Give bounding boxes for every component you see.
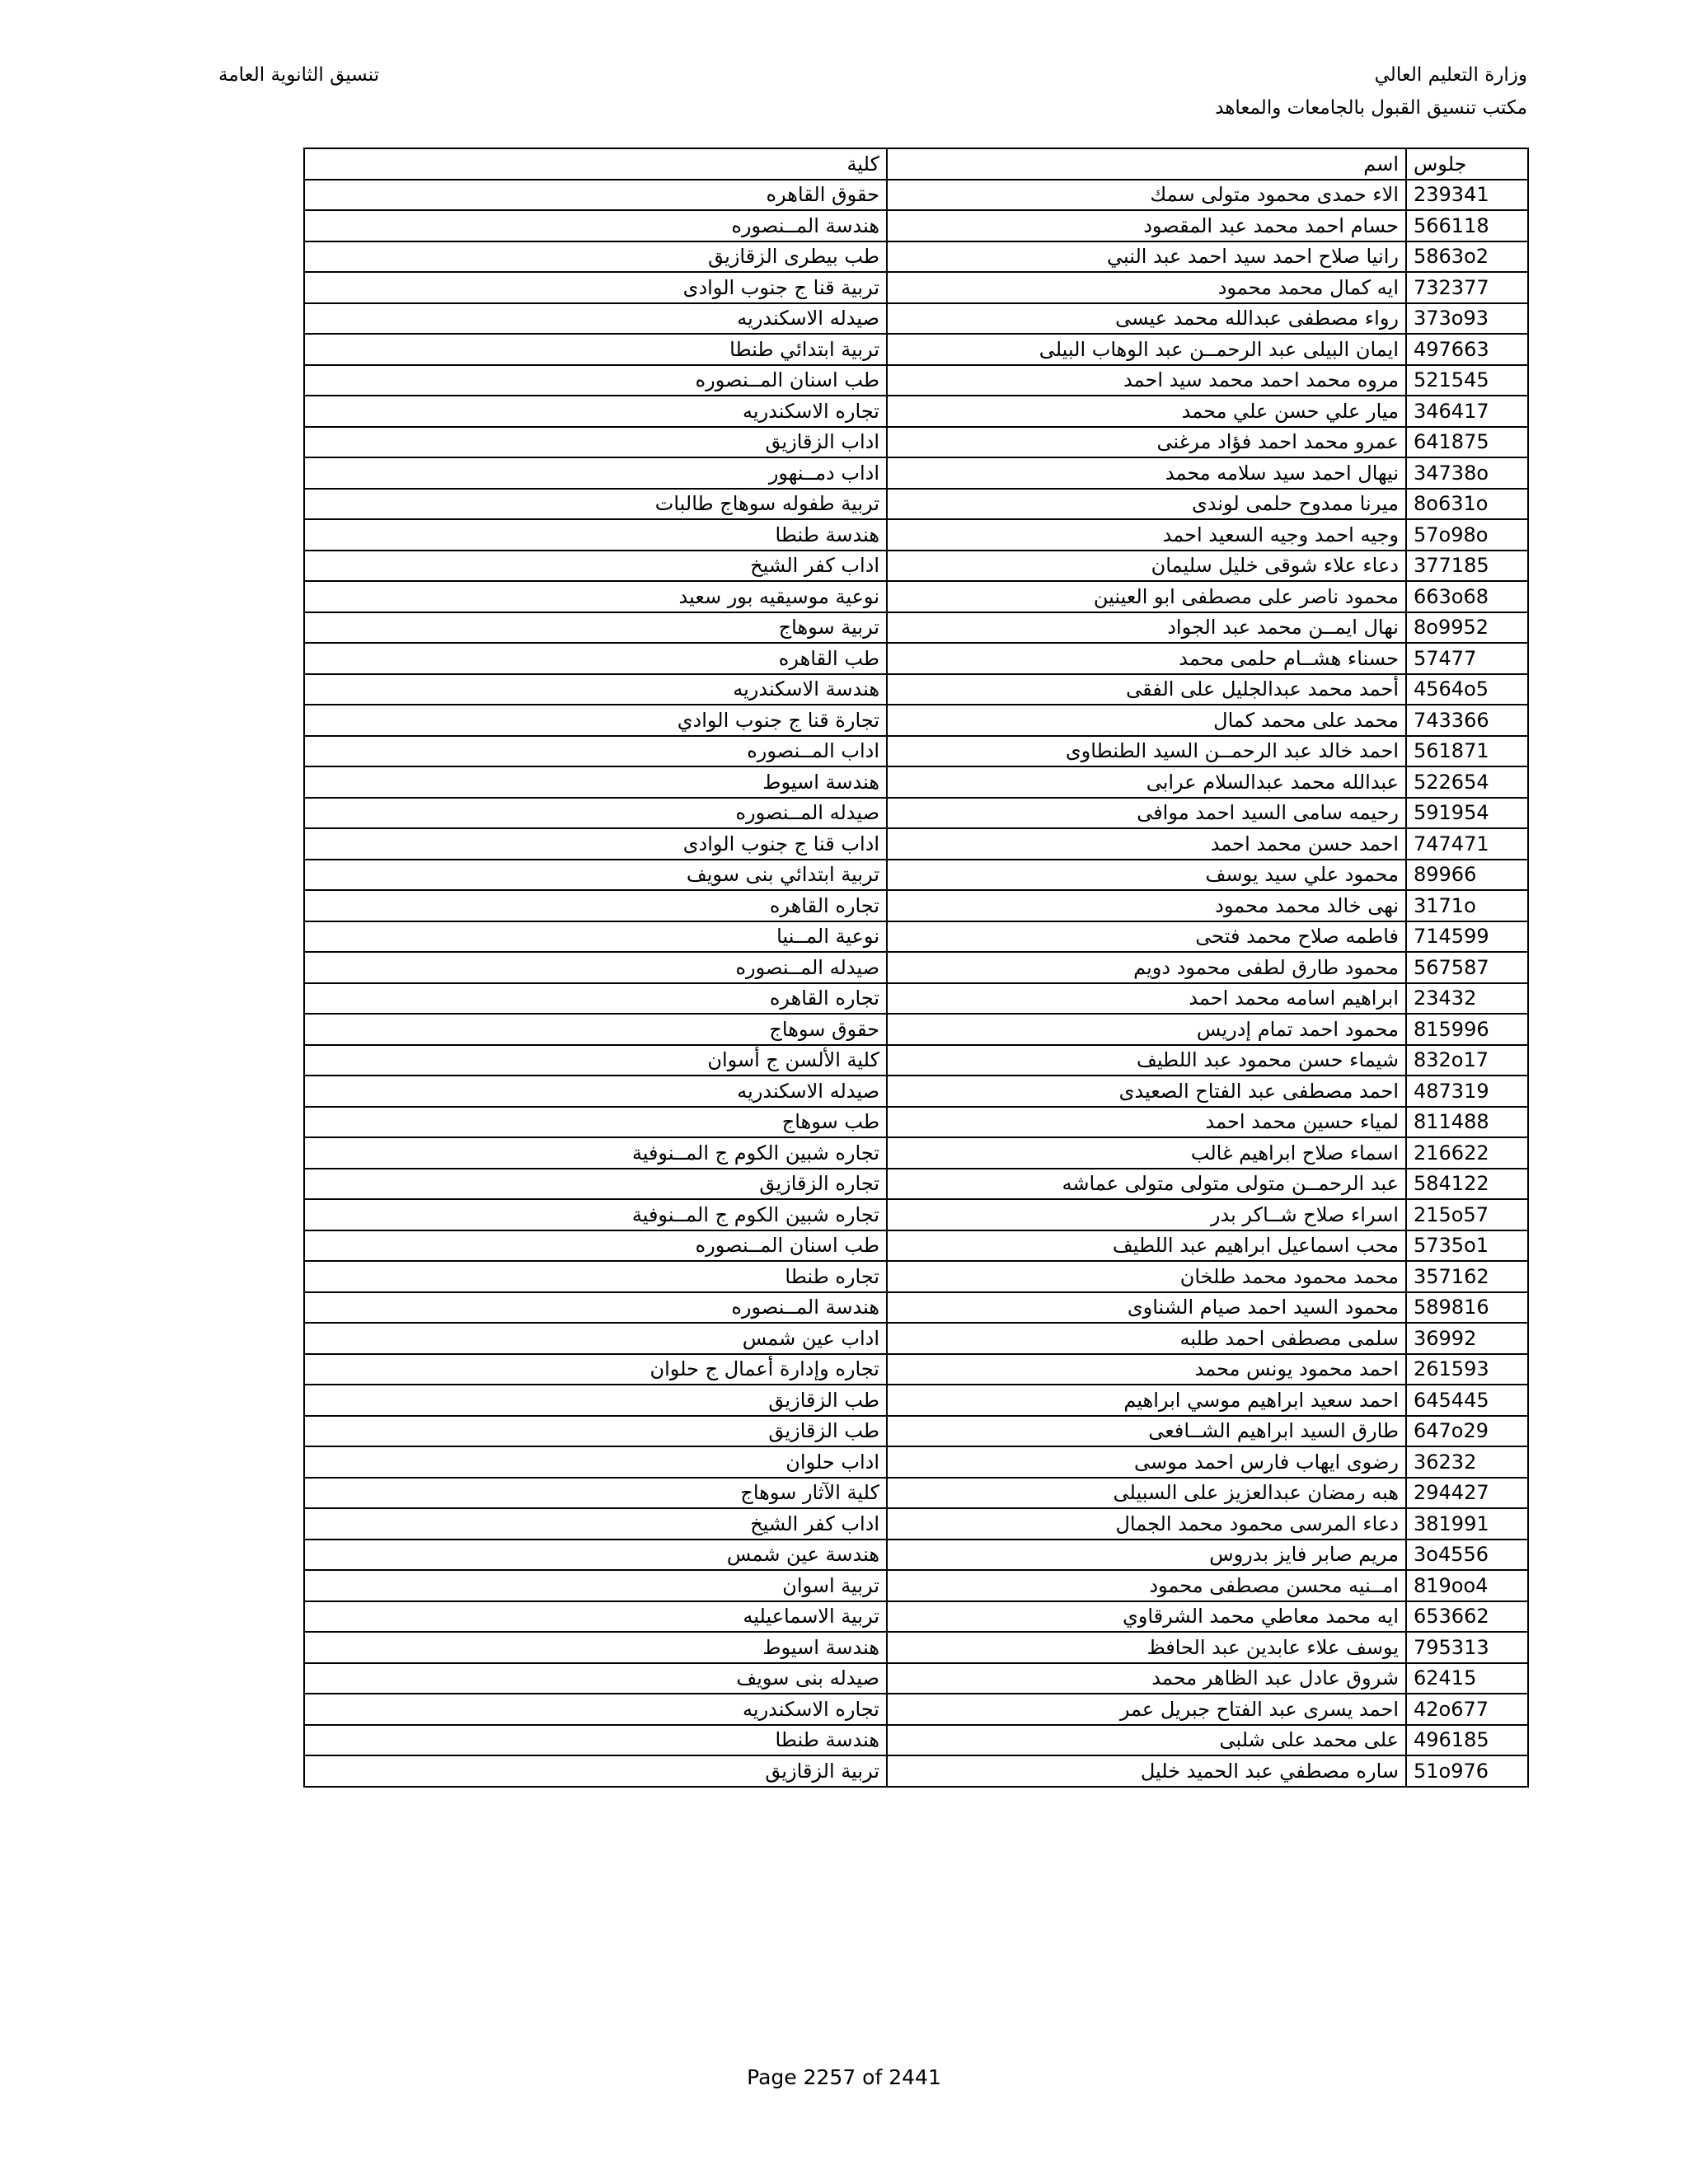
office-title: مكتب تنسيق القبول بالجامعات والمعاهد [1215,97,1527,119]
name-cell: ميار علي حسن علي محمد [887,396,1406,427]
table-body [304,180,1528,1787]
table-row [304,427,1528,458]
college-cell: كلية الآثار سوهاج [304,1478,887,1509]
name-cell: شروق عادل عبد الظاهر محمد [887,1663,1406,1694]
seat-cell: 714599 [1406,921,1528,953]
college-cell: تجاره طنطا [304,1261,887,1292]
name-cell: ساره مصطفي عبد الحميد خليل [887,1755,1406,1787]
college-cell: اداب عين شمس [304,1323,887,1354]
college-cell: تجاره شبين الكوم ج المــنوفية [304,1137,887,1169]
seat-cell: 795313 [1406,1632,1528,1663]
table-row [304,1014,1528,1045]
name-cell: محمود السيد احمد صيام الشناوى [887,1292,1406,1324]
college-cell: تربية قنا ج جنوب الوادى [304,272,887,303]
seat-cell: 239341 [1406,180,1528,211]
seat-cell: 216622 [1406,1137,1528,1169]
college-cell: حقوق سوهاج [304,1014,887,1045]
name-cell: دعاء علاء شوقى خليل سليمان [887,551,1406,582]
college-cell: تجاره القاهره [304,983,887,1015]
seat-cell: 732377 [1406,272,1528,303]
seat-cell: 8o631o [1406,489,1528,520]
table-row [304,1508,1528,1540]
name-cell: ايمان البيلى عبد الرحمــن عبد الوهاب البيلى [887,334,1406,365]
college-cell: صيدله المــنصوره [304,952,887,983]
college-column-header: كلية [304,148,887,180]
college-cell: هندسة طنطا [304,519,887,551]
college-cell: تربية طفوله سوهاج طالبات [304,489,887,520]
college-cell: هندسة اسيوط [304,1632,887,1663]
college-cell: اداب كفر الشيخ [304,1508,887,1540]
coordination-title: تنسيق الثانوية العامة [218,64,380,86]
table-row [304,1694,1528,1725]
seat-cell: 497663 [1406,334,1528,365]
seat-cell: 487319 [1406,1076,1528,1107]
college-cell: صيدله الاسكندريه [304,303,887,335]
seat-cell: 89966 [1406,860,1528,891]
name-cell: نهى خالد محمد محمود [887,890,1406,921]
name-cell: يوسف علاء عابدين عبد الحافظ [887,1632,1406,1663]
seat-cell: 373o93 [1406,303,1528,335]
seat-cell: 346417 [1406,396,1528,427]
college-cell: هندسة طنطا [304,1725,887,1756]
table-row [304,1354,1528,1385]
name-cell: سلمى مصطفى احمد طلبه [887,1323,1406,1354]
seat-cell: 8o9952 [1406,612,1528,644]
seat-cell: 34738o [1406,457,1528,489]
table-row [304,798,1528,829]
table-row [304,612,1528,644]
college-cell: تجاره الزقازيق [304,1169,887,1200]
seat-cell: 645445 [1406,1385,1528,1416]
name-cell: ميرنا ممدوح حلمى لوندى [887,489,1406,520]
name-cell: شيماء حسن محمود عبد اللطيف [887,1045,1406,1076]
name-cell: الاء حمدى محمود متولى سمك [887,180,1406,211]
college-cell: نوعية موسيقيه بور سعيد [304,581,887,612]
name-cell: احمد محمود يونس محمد [887,1354,1406,1385]
college-cell: تربية سوهاج [304,612,887,644]
name-cell: احمد حسن محمد احمد [887,828,1406,860]
seat-cell: 663o68 [1406,581,1528,612]
table-row [304,1663,1528,1694]
college-cell: حقوق القاهره [304,180,887,211]
name-cell: نهال ايمــن محمد عبد الجواد [887,612,1406,644]
table-row [304,705,1528,736]
college-cell: اداب الزقازيق [304,427,887,458]
seat-cell: 811488 [1406,1107,1528,1138]
college-cell: تجاره الاسكندريه [304,1694,887,1725]
table-row [304,303,1528,335]
table-row [304,489,1528,520]
name-column-header: اسم [887,148,1406,180]
seat-cell: 743366 [1406,705,1528,736]
name-cell: لمياء حسين محمد احمد [887,1107,1406,1138]
college-cell: طب سوهاج [304,1107,887,1138]
seat-cell: 261593 [1406,1354,1528,1385]
name-cell: مريم صابر فايز بدروس [887,1540,1406,1571]
name-cell: احمد خالد عبد الرحمــن السيد الطنطاوى [887,736,1406,767]
name-cell: ابراهيم اسامه محمد احمد [887,983,1406,1015]
table-row [304,210,1528,241]
college-cell: تجاره القاهره [304,890,887,921]
seat-cell: 561871 [1406,736,1528,767]
college-cell: صيدله المــنصوره [304,798,887,829]
seat-cell: 521545 [1406,365,1528,396]
name-cell: نيهال احمد سيد سلامه محمد [887,457,1406,489]
table-row [304,890,1528,921]
name-cell: احمد سعيد ابراهيم موسي ابراهيم [887,1385,1406,1416]
table-row [304,1199,1528,1230]
table-row [304,1755,1528,1787]
table-row [304,1601,1528,1633]
name-cell: على محمد على شلبى [887,1725,1406,1756]
table-row [304,1292,1528,1324]
seat-cell: 23432 [1406,983,1528,1015]
college-cell: هندسة المــنصوره [304,1292,887,1324]
name-cell: محمد على محمد كمال [887,705,1406,736]
seat-cell: 294427 [1406,1478,1528,1509]
table-row [304,1725,1528,1756]
seat-cell: 377185 [1406,551,1528,582]
college-cell: تجاره شبين الكوم ج المــنوفية [304,1199,887,1230]
name-cell: محمود احمد تمام إدريس [887,1014,1406,1045]
seat-cell: 57o98o [1406,519,1528,551]
table-row [304,736,1528,767]
name-cell: أحمد محمد عبدالجليل على الفقى [887,674,1406,705]
college-cell: تجاره وإدارة أعمال ج حلوان [304,1354,887,1385]
seat-column-header: جلوس [1406,148,1528,180]
seat-cell: 641875 [1406,427,1528,458]
name-cell: رواء مصطفى عبدالله محمد عيسى [887,303,1406,335]
table-row [304,952,1528,983]
table-row [304,1632,1528,1663]
name-cell: عبد الرحمــن متولى متولى متولى عماشه [887,1169,1406,1200]
name-cell: محمود علي سيد يوسف [887,860,1406,891]
name-cell: اسماء صلاح ابراهيم غالب [887,1137,1406,1169]
college-cell: طب الزقازيق [304,1385,887,1416]
table-row [304,180,1528,211]
seat-cell: 566118 [1406,210,1528,241]
seat-cell: 591954 [1406,798,1528,829]
seat-cell: 496185 [1406,1725,1528,1756]
table-row [304,1323,1528,1354]
college-cell: تربية ابتدائي بنى سويف [304,860,887,891]
college-cell: اداب دمــنهور [304,457,887,489]
name-cell: وجيه احمد وجيه السعيد احمد [887,519,1406,551]
seat-cell: 567587 [1406,952,1528,983]
table-row [304,1261,1528,1292]
table-row [304,766,1528,798]
table-row [304,396,1528,427]
college-cell: هندسة المــنصوره [304,210,887,241]
name-cell: حسام احمد محمد عبد المقصود [887,210,1406,241]
table-row [304,1137,1528,1169]
seat-cell: 4564o5 [1406,674,1528,705]
seat-cell: 57477 [1406,643,1528,674]
seat-cell: 589816 [1406,1292,1528,1324]
seat-cell: 5735o1 [1406,1230,1528,1262]
table-row [304,1416,1528,1447]
college-cell: كلية الألسن ج أسوان [304,1045,887,1076]
table-row [304,1107,1528,1138]
college-cell: طب اسنان المــنصوره [304,365,887,396]
name-cell: محب اسماعيل ابراهيم عبد اللطيف [887,1230,1406,1262]
seat-cell: 815996 [1406,1014,1528,1045]
college-cell: طب بيطرى الزقازيق [304,241,887,273]
seat-cell: 62415 [1406,1663,1528,1694]
college-cell: طب القاهره [304,643,887,674]
table-row [304,921,1528,953]
table-row [304,1540,1528,1571]
table-row [304,1169,1528,1200]
seat-cell: 215o57 [1406,1199,1528,1230]
table-row [304,457,1528,489]
name-cell: ايه محمد معاطي محمد الشرقاوي [887,1601,1406,1633]
seat-cell: 51o976 [1406,1755,1528,1787]
seat-cell: 832o17 [1406,1045,1528,1076]
name-cell: فاطمه صلاح محمد فتحى [887,921,1406,953]
ministry-title: وزارة التعليم العالي [1374,64,1527,86]
college-cell: طب اسنان المــنصوره [304,1230,887,1262]
table-row [304,1570,1528,1601]
name-cell: عمرو محمد احمد فؤاد مرغنى [887,427,1406,458]
seat-cell: 36992 [1406,1323,1528,1354]
college-cell: هندسة اسيوط [304,766,887,798]
name-cell: مروه محمد احمد محمد سيد احمد [887,365,1406,396]
college-cell: هندسة الاسكندريه [304,674,887,705]
table-row [304,334,1528,365]
name-cell: محمود ناصر على مصطفى ابو العينين [887,581,1406,612]
college-cell: تربية الاسماعيليه [304,1601,887,1633]
name-cell: حسناء هشــام حلمى محمد [887,643,1406,674]
table-row [304,272,1528,303]
seat-cell: 357162 [1406,1261,1528,1292]
table-row [304,828,1528,860]
seat-cell: 747471 [1406,828,1528,860]
seat-cell: 584122 [1406,1169,1528,1200]
college-cell: اداب حلوان [304,1446,887,1478]
college-cell: تجارة قنا ج جنوب الوادي [304,705,887,736]
table-row [304,860,1528,891]
table-row [304,1446,1528,1478]
seat-cell: 381991 [1406,1508,1528,1540]
table-row [304,1045,1528,1076]
name-cell: دعاء المرسى محمود محمد الجمال [887,1508,1406,1540]
college-cell: صيدله الاسكندريه [304,1076,887,1107]
seat-cell: 653662 [1406,1601,1528,1633]
college-cell: نوعية المــنيا [304,921,887,953]
name-cell: رانيا صلاح احمد سيد احمد عبد النبي [887,241,1406,273]
college-cell: تجاره الاسكندريه [304,396,887,427]
table-row [304,674,1528,705]
page-number: Page 2257 of 2441 [747,2065,941,2089]
name-cell: امــنيه محسن مصطفى محمود [887,1570,1406,1601]
college-cell: تربية ابتدائي طنطا [304,334,887,365]
seat-cell: 42o677 [1406,1694,1528,1725]
table-row [304,1478,1528,1509]
college-cell: هندسة عين شمس [304,1540,887,1571]
table-row [304,241,1528,273]
name-cell: احمد يسرى عبد الفتاح جبريل عمر [887,1694,1406,1725]
name-cell: رحيمه سامى السيد احمد موافى [887,798,1406,829]
table-row [304,1230,1528,1262]
seat-cell: 5863o2 [1406,241,1528,273]
name-cell: اسراء صلاح شــاكر بدر [887,1199,1406,1230]
seat-cell: 647o29 [1406,1416,1528,1447]
name-cell: محمود طارق لطفى محمود دويم [887,952,1406,983]
seat-cell: 522654 [1406,766,1528,798]
college-cell: تربية اسوان [304,1570,887,1601]
name-cell: عبدالله محمد عبدالسلام عرابى [887,766,1406,798]
seat-cell: 819oo4 [1406,1570,1528,1601]
name-cell: رضوى ايهاب فارس احمد موسى [887,1446,1406,1478]
name-cell: طارق السيد ابراهيم الشــافعى [887,1416,1406,1447]
college-cell: طب الزقازيق [304,1416,887,1447]
table-row [304,551,1528,582]
seat-cell: 3171o [1406,890,1528,921]
seat-cell: 3o4556 [1406,1540,1528,1571]
college-cell: صيدله بنى سويف [304,1663,887,1694]
table-row [304,365,1528,396]
table-row [304,1076,1528,1107]
name-cell: محمد محمود محمد طلخان [887,1261,1406,1292]
table-row [304,643,1528,674]
seat-cell: 36232 [1406,1446,1528,1478]
results-table [303,148,1529,1788]
college-cell: اداب المــنصوره [304,736,887,767]
table-row [304,581,1528,612]
table-row [304,519,1528,551]
table-row [304,983,1528,1015]
college-cell: اداب كفر الشيخ [304,551,887,582]
table-row [304,1385,1528,1416]
name-cell: ايه كمال محمد محمود [887,272,1406,303]
name-cell: هبه رمضان عبدالعزيز على السبيلى [887,1478,1406,1509]
table-header-row [304,148,1528,180]
college-cell: اداب قنا ج جنوب الوادى [304,828,887,860]
college-cell: تربية الزقازيق [304,1755,887,1787]
name-cell: احمد مصطفى عبد الفتاح الصعيدى [887,1076,1406,1107]
